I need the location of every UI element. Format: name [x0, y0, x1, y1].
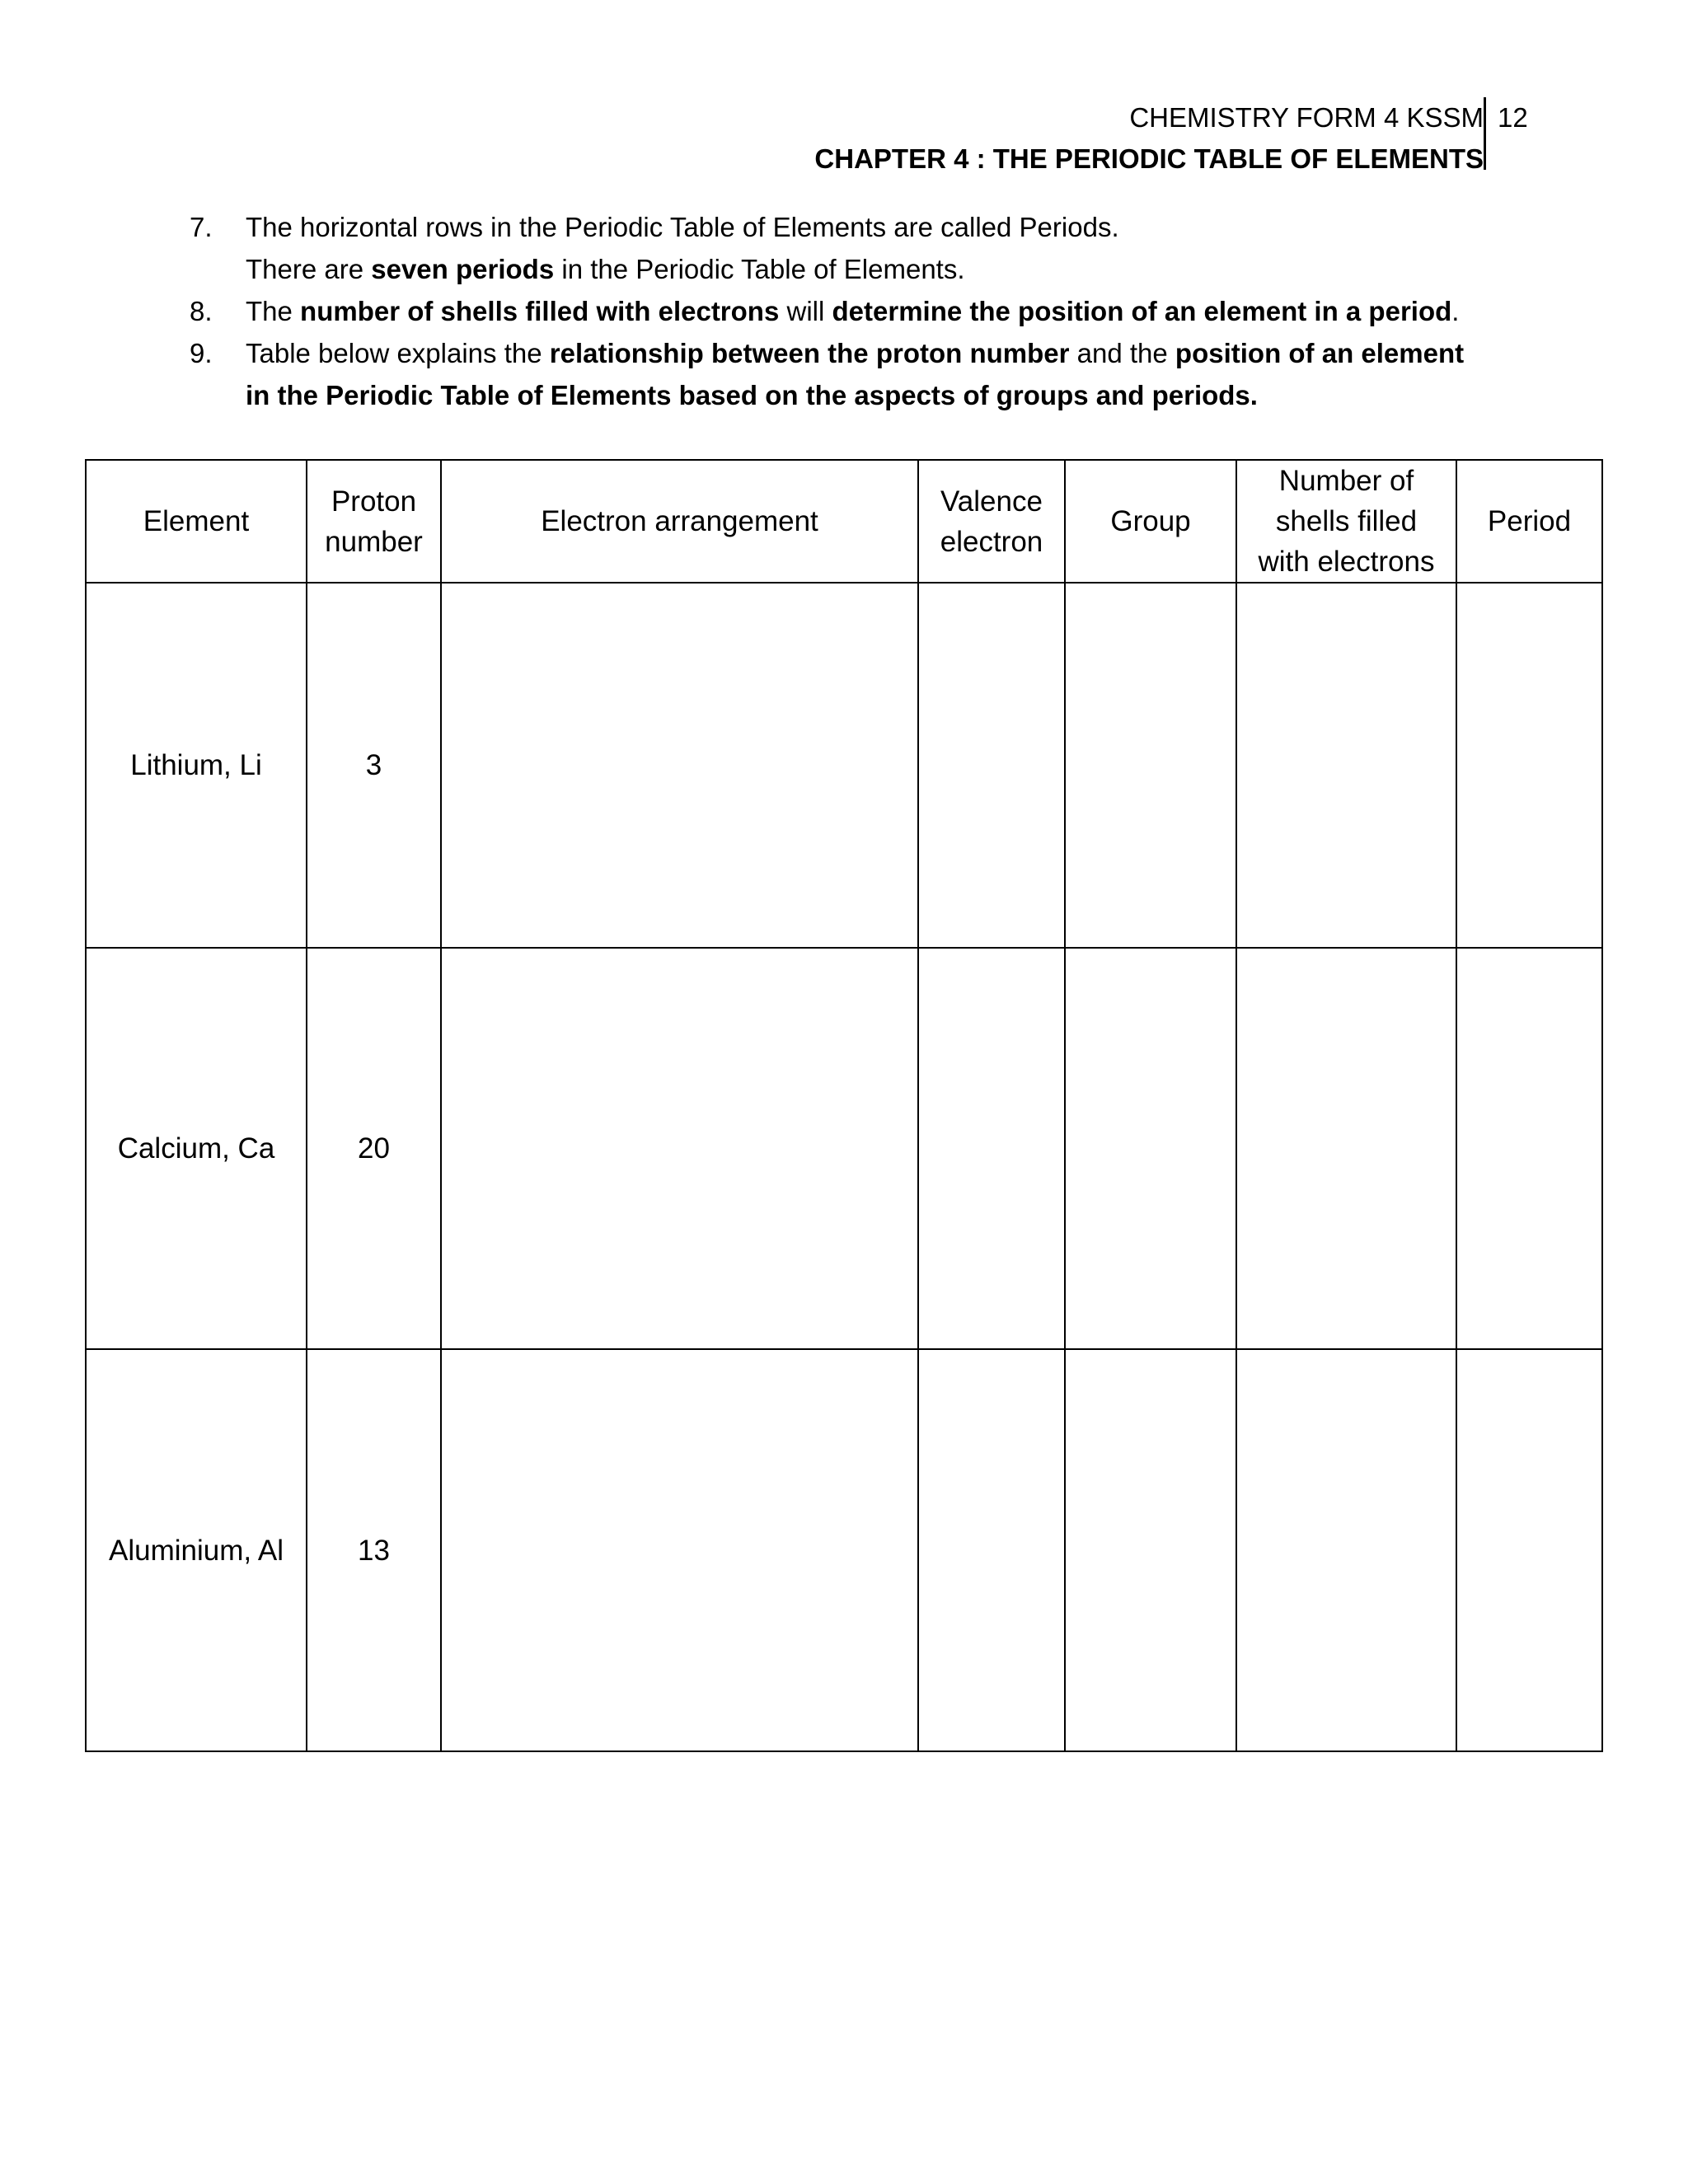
header-chapter: CHAPTER 4 : THE PERIODIC TABLE OF ELEMENTS	[814, 143, 1484, 174]
note-text	[246, 248, 1508, 290]
note-number: 9.	[190, 338, 213, 368]
cell-electron-arrangement	[441, 583, 918, 948]
note-bold-segment: seven periods	[371, 254, 555, 284]
cell-period	[1456, 583, 1602, 948]
note-bold-segment: number of shells filled with electrons	[300, 296, 780, 326]
note-text: in the Periodic Table of Elements based on the aspects of groups and periods.	[246, 380, 1258, 410]
cell-valence-electron	[918, 948, 1065, 1349]
cell-valence-electron	[918, 583, 1065, 948]
note-item-9	[190, 332, 1508, 416]
header-subject: CHEMISTRY FORM 4 KSSM	[1129, 102, 1484, 133]
note-segment: and the	[1069, 338, 1175, 368]
header-shells	[1236, 460, 1456, 583]
note-number: 8.	[190, 296, 213, 326]
cell-period	[1456, 948, 1602, 1349]
header-line: with electrons	[1258, 546, 1435, 578]
note-segment: will	[779, 296, 832, 326]
table-row	[86, 1349, 1602, 1751]
cell-element: Calcium, Ca	[86, 948, 307, 1349]
note-bold-segment: determine the position of an element in a period	[832, 296, 1452, 326]
cell-group	[1065, 583, 1236, 948]
element-table	[85, 459, 1603, 1752]
cell-group	[1065, 1349, 1236, 1751]
header-electron-arrangement: Electron arrangement	[441, 460, 918, 583]
cell-shells	[1236, 948, 1456, 1349]
note-text	[246, 290, 1508, 332]
notes-list	[190, 206, 1508, 416]
cell-element: Lithium, Li	[86, 583, 307, 948]
header-element: Element	[86, 460, 307, 583]
note-segment: The	[246, 296, 301, 326]
note-item-8	[190, 290, 1508, 332]
header-valence-electron	[918, 460, 1065, 583]
header-period: Period	[1456, 460, 1602, 583]
note-segment: Table below explains the	[246, 338, 550, 368]
header-group: Group	[1065, 460, 1236, 583]
header-line: Valence	[940, 485, 1043, 518]
page-header	[0, 97, 1688, 180]
header-line: electron	[940, 525, 1043, 558]
cell-proton-number: 20	[307, 948, 441, 1349]
table-header-row	[86, 460, 1602, 583]
header-line: Proton	[331, 485, 417, 518]
cell-electron-arrangement	[441, 1349, 918, 1751]
cell-group	[1065, 948, 1236, 1349]
cell-proton-number: 3	[307, 583, 441, 948]
cell-shells	[1236, 1349, 1456, 1751]
table-row	[86, 583, 1602, 948]
header-line: shells filled	[1275, 505, 1418, 537]
note-segment: There are	[246, 254, 372, 284]
header-text	[814, 97, 1484, 180]
header-proton-number	[307, 460, 441, 583]
cell-element: Aluminium, Al	[86, 1349, 307, 1751]
header-divider	[1484, 97, 1486, 170]
page-number: 12	[1498, 102, 1528, 133]
cell-electron-arrangement	[441, 948, 918, 1349]
header-line: number	[325, 525, 423, 558]
cell-period	[1456, 1349, 1602, 1751]
header-line: Number of	[1278, 465, 1414, 497]
note-segment: in the Periodic Table of Elements.	[554, 254, 965, 284]
cell-shells	[1236, 583, 1456, 948]
cell-proton-number: 13	[307, 1349, 441, 1751]
note-text	[246, 332, 1508, 374]
table-row	[86, 948, 1602, 1349]
note-segment: .	[1451, 296, 1460, 326]
note-bold-segment: position of an element	[1175, 338, 1465, 368]
cell-valence-electron	[918, 1349, 1065, 1751]
note-bold-segment: relationship between the proton number	[549, 338, 1070, 368]
note-text	[246, 206, 1508, 248]
note-item-7	[190, 206, 1508, 290]
note-number: 7.	[190, 212, 213, 242]
note-line: The horizontal rows in the Periodic Table of Elements are called Periods.	[246, 212, 1119, 242]
